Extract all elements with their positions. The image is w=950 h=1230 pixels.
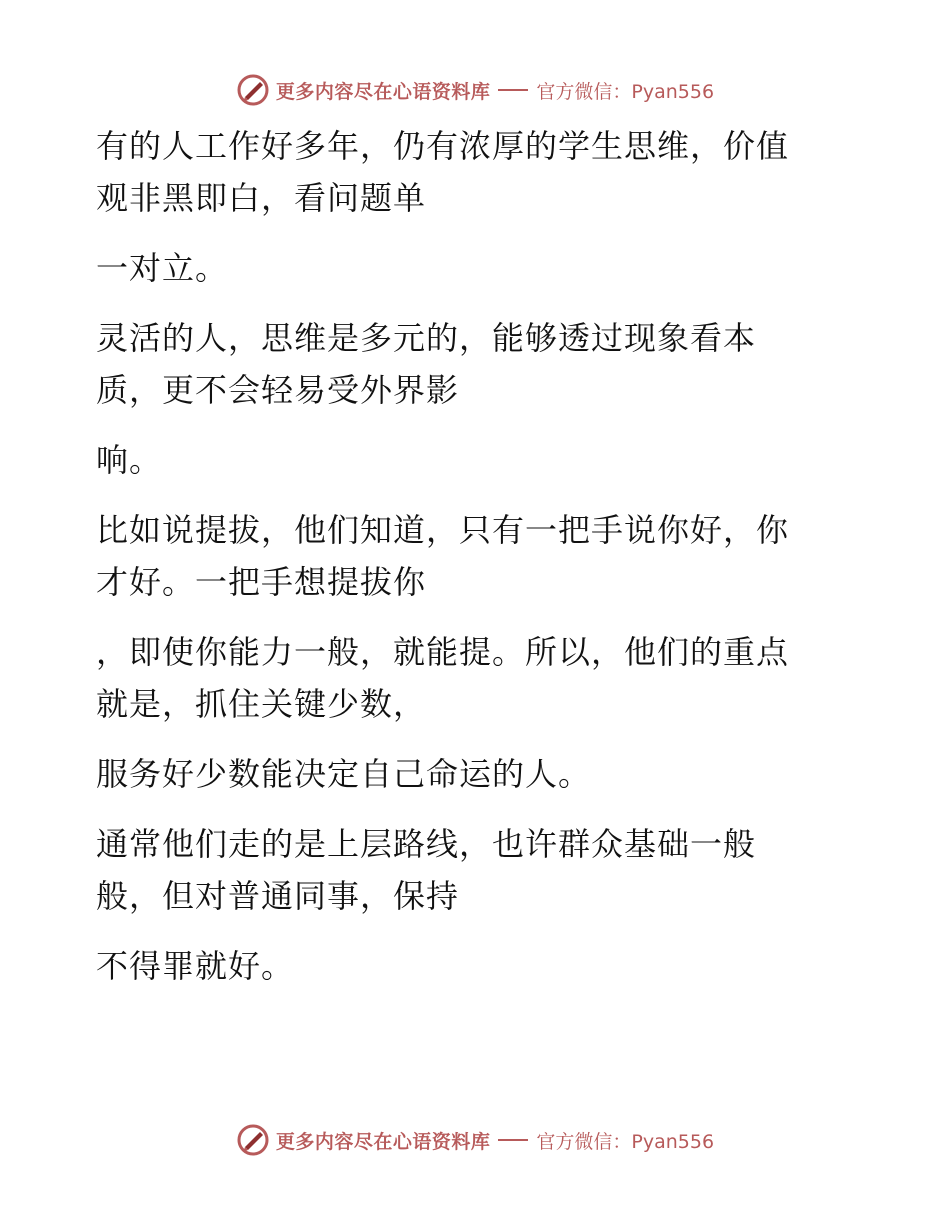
banner-site-text: 更多内容尽在心语资料库	[275, 1130, 491, 1153]
text-line: ，即使你能力一般，就能提。所以，他们的重点	[96, 633, 790, 671]
paragraph	[96, 626, 836, 730]
logo-icon	[236, 73, 270, 107]
paragraph	[96, 242, 836, 294]
banner-wechat-text: 官方微信：Pyan556	[536, 1130, 715, 1153]
text-line: 才好。一把手想提拔你	[96, 563, 427, 601]
banner-wechat-text: 官方微信：Pyan556	[536, 80, 715, 103]
logo-icon	[236, 1123, 270, 1157]
text-line: 就是，抓住关键少数，	[96, 685, 427, 723]
paragraph	[96, 504, 836, 608]
text-line: 不得罪就好。	[96, 947, 295, 985]
paragraph	[96, 120, 836, 224]
text-line: 有的人工作好多年，仍有浓厚的学生思维，价值	[96, 127, 790, 165]
paragraph	[96, 748, 836, 800]
text-line: 一对立。	[96, 249, 229, 287]
paragraph	[96, 818, 836, 922]
banner-dash	[498, 89, 528, 91]
text-line: 比如说提拔，他们知道，只有一把手说你好，你	[96, 511, 790, 549]
paragraph	[96, 434, 836, 486]
text-line: 通常他们走的是上层路线，也许群众基础一般	[96, 825, 757, 863]
document-body	[96, 120, 836, 1010]
text-line: 灵活的人，思维是多元的，能够透过现象看本	[96, 319, 757, 357]
text-line: 服务好少数能决定自己命运的人。	[96, 755, 592, 793]
paragraph	[96, 940, 836, 992]
paragraph	[96, 312, 836, 416]
banner-dash	[498, 1139, 528, 1141]
banner-site-text: 更多内容尽在心语资料库	[275, 80, 491, 103]
text-line: 般，但对普通同事，保持	[96, 877, 460, 915]
header-banner	[0, 70, 950, 110]
text-line: 观非黑即白，看问题单	[96, 179, 427, 217]
footer-banner	[0, 1120, 950, 1160]
text-line: 响。	[96, 441, 163, 479]
text-line: 质，更不会轻易受外界影	[96, 371, 460, 409]
